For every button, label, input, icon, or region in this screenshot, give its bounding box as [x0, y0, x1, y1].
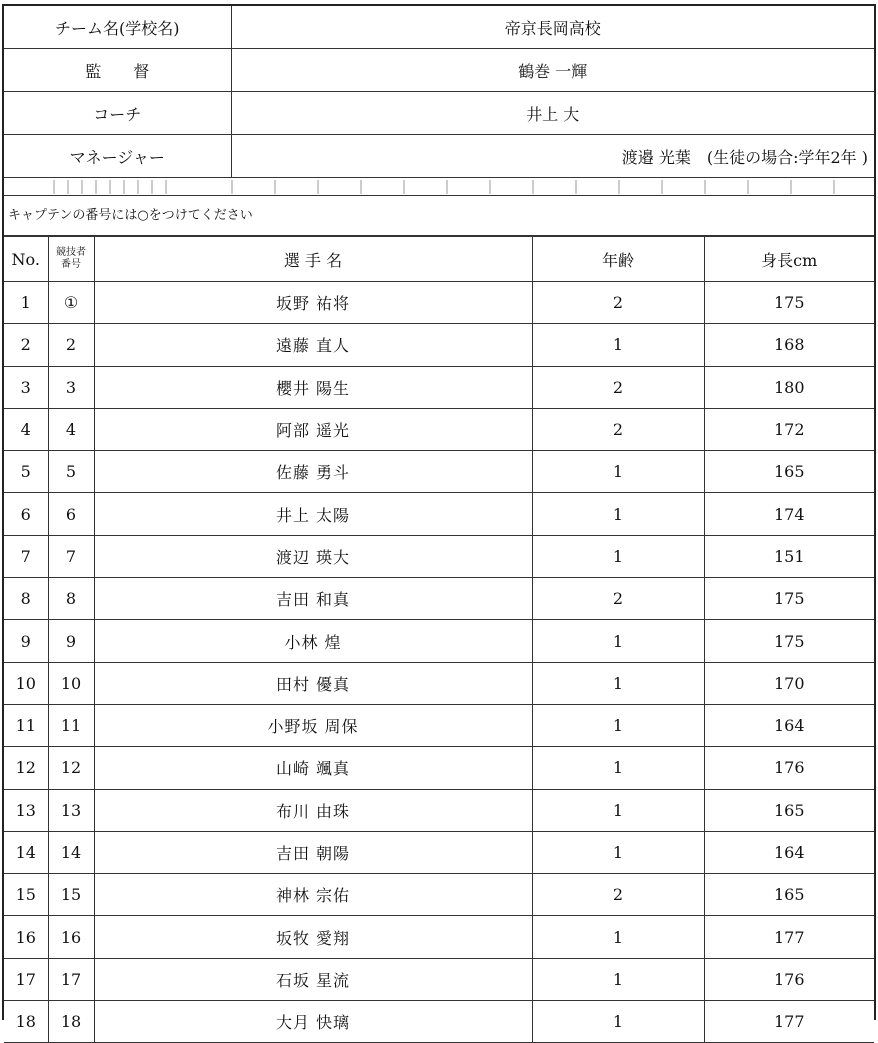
player-name: 山崎 颯真 — [94, 747, 532, 789]
player-age: 1 — [532, 324, 704, 366]
player-height: 164 — [704, 831, 874, 873]
player-name: 阿部 遥光 — [94, 408, 532, 450]
player-name: 吉田 朝陽 — [94, 831, 532, 873]
coach-label: コーチ — [4, 92, 231, 135]
table-row — [4, 282, 874, 324]
roster-header-row — [4, 237, 874, 282]
coach-value: 井上 大 — [231, 92, 874, 135]
competitor-number: 17 — [48, 958, 94, 1000]
player-height: 174 — [704, 493, 874, 535]
table-row — [4, 620, 874, 662]
player-age: 1 — [532, 451, 704, 493]
competitor-number: ① — [48, 282, 94, 324]
player-no: 16 — [4, 916, 48, 958]
table-row — [4, 874, 874, 916]
player-age: 1 — [532, 493, 704, 535]
player-no: 11 — [4, 704, 48, 746]
player-age: 1 — [532, 704, 704, 746]
player-age: 1 — [532, 1001, 704, 1043]
header-age: 年齢 — [532, 237, 704, 282]
player-height: 165 — [704, 874, 874, 916]
competitor-number: 3 — [48, 366, 94, 408]
player-height: 177 — [704, 916, 874, 958]
header-no: No. — [4, 237, 48, 282]
player-height: 175 — [704, 282, 874, 324]
manager-label: マネージャー — [4, 135, 231, 178]
player-name: 石坂 星流 — [94, 958, 532, 1000]
table-row — [4, 535, 874, 577]
competitor-number: 8 — [48, 578, 94, 620]
player-age: 2 — [532, 366, 704, 408]
table-row — [4, 324, 874, 366]
player-no: 18 — [4, 1001, 48, 1043]
competitor-number: 9 — [48, 620, 94, 662]
table-row — [4, 493, 874, 535]
player-name: 坂牧 愛翔 — [94, 916, 532, 958]
ruler-ticks — [4, 178, 874, 196]
table-row — [4, 747, 874, 789]
player-no: 1 — [4, 282, 48, 324]
player-no: 10 — [4, 662, 48, 704]
competitor-number: 6 — [48, 493, 94, 535]
competitor-number: 13 — [48, 789, 94, 831]
player-height: 177 — [704, 1001, 874, 1043]
player-name: 佐藤 勇斗 — [94, 451, 532, 493]
captain-note: キャプテンの番号には○をつけてください — [4, 196, 874, 236]
player-no: 17 — [4, 958, 48, 1000]
player-age: 2 — [532, 578, 704, 620]
competitor-number: 14 — [48, 831, 94, 873]
team-label: チーム名(学校名) — [4, 6, 231, 49]
table-row — [4, 958, 874, 1000]
director-value: 鶴巻 一輝 — [231, 49, 874, 92]
competitor-number: 10 — [48, 662, 94, 704]
header-height: 身長cm — [704, 237, 874, 282]
player-height: 175 — [704, 620, 874, 662]
player-height: 172 — [704, 408, 874, 450]
coach-row — [4, 92, 874, 135]
competitor-number: 18 — [48, 1001, 94, 1043]
table-row — [4, 451, 874, 493]
roster-sheet — [2, 4, 876, 1033]
player-name: 吉田 和真 — [94, 578, 532, 620]
competitor-number: 11 — [48, 704, 94, 746]
player-name: 大月 快璃 — [94, 1001, 532, 1043]
player-no: 5 — [4, 451, 48, 493]
player-name: 神林 宗佑 — [94, 874, 532, 916]
header-comp-no-line2: 番号 — [61, 259, 81, 270]
player-roster-table — [4, 236, 874, 1043]
team-row — [4, 6, 874, 49]
director-row — [4, 49, 874, 92]
player-no: 13 — [4, 789, 48, 831]
player-age: 1 — [532, 916, 704, 958]
table-row — [4, 408, 874, 450]
player-height: 164 — [704, 704, 874, 746]
table-row — [4, 1001, 874, 1043]
player-height: 165 — [704, 451, 874, 493]
player-age: 1 — [532, 662, 704, 704]
player-no: 3 — [4, 366, 48, 408]
team-info-table — [4, 6, 874, 178]
player-age: 1 — [532, 747, 704, 789]
player-no: 8 — [4, 578, 48, 620]
competitor-number: 2 — [48, 324, 94, 366]
table-row — [4, 916, 874, 958]
table-row — [4, 831, 874, 873]
player-age: 2 — [532, 874, 704, 916]
player-height: 170 — [704, 662, 874, 704]
team-value: 帝京長岡高校 — [231, 6, 874, 49]
player-name: 布川 由珠 — [94, 789, 532, 831]
player-height: 168 — [704, 324, 874, 366]
player-height: 151 — [704, 535, 874, 577]
competitor-number: 16 — [48, 916, 94, 958]
player-height: 175 — [704, 578, 874, 620]
player-no: 4 — [4, 408, 48, 450]
player-name: 井上 太陽 — [94, 493, 532, 535]
table-row — [4, 704, 874, 746]
competitor-number: 5 — [48, 451, 94, 493]
table-row — [4, 578, 874, 620]
player-age: 1 — [532, 958, 704, 1000]
player-no: 2 — [4, 324, 48, 366]
player-name: 小野坂 周保 — [94, 704, 532, 746]
player-age: 1 — [532, 535, 704, 577]
competitor-number: 7 — [48, 535, 94, 577]
player-height: 165 — [704, 789, 874, 831]
player-height: 180 — [704, 366, 874, 408]
player-no: 7 — [4, 535, 48, 577]
director-label: 監 督 — [4, 49, 231, 92]
table-row — [4, 789, 874, 831]
player-no: 6 — [4, 493, 48, 535]
player-no: 15 — [4, 874, 48, 916]
roster-body — [4, 282, 874, 1043]
player-age: 1 — [532, 789, 704, 831]
competitor-number: 15 — [48, 874, 94, 916]
player-name: 田村 優真 — [94, 662, 532, 704]
player-name: 渡辺 瑛大 — [94, 535, 532, 577]
competitor-number: 12 — [48, 747, 94, 789]
player-age: 2 — [532, 282, 704, 324]
player-age: 1 — [532, 831, 704, 873]
player-name: 小林 煌 — [94, 620, 532, 662]
table-row — [4, 662, 874, 704]
header-comp-no — [48, 237, 94, 282]
table-row — [4, 366, 874, 408]
manager-row — [4, 135, 874, 178]
player-name: 櫻井 陽生 — [94, 366, 532, 408]
player-age: 1 — [532, 620, 704, 662]
grid-ruler — [4, 178, 874, 196]
player-name: 坂野 祐将 — [94, 282, 532, 324]
header-name: 選 手 名 — [94, 237, 532, 282]
player-height: 176 — [704, 747, 874, 789]
competitor-number: 4 — [48, 408, 94, 450]
player-age: 2 — [532, 408, 704, 450]
header-comp-no-line1: 競技者 — [56, 247, 86, 258]
player-no: 12 — [4, 747, 48, 789]
player-height: 176 — [704, 958, 874, 1000]
player-no: 9 — [4, 620, 48, 662]
player-no: 14 — [4, 831, 48, 873]
player-name: 遠藤 直人 — [94, 324, 532, 366]
manager-value: 渡邉 光葉 (生徒の場合:学年2年 ) — [231, 135, 874, 178]
